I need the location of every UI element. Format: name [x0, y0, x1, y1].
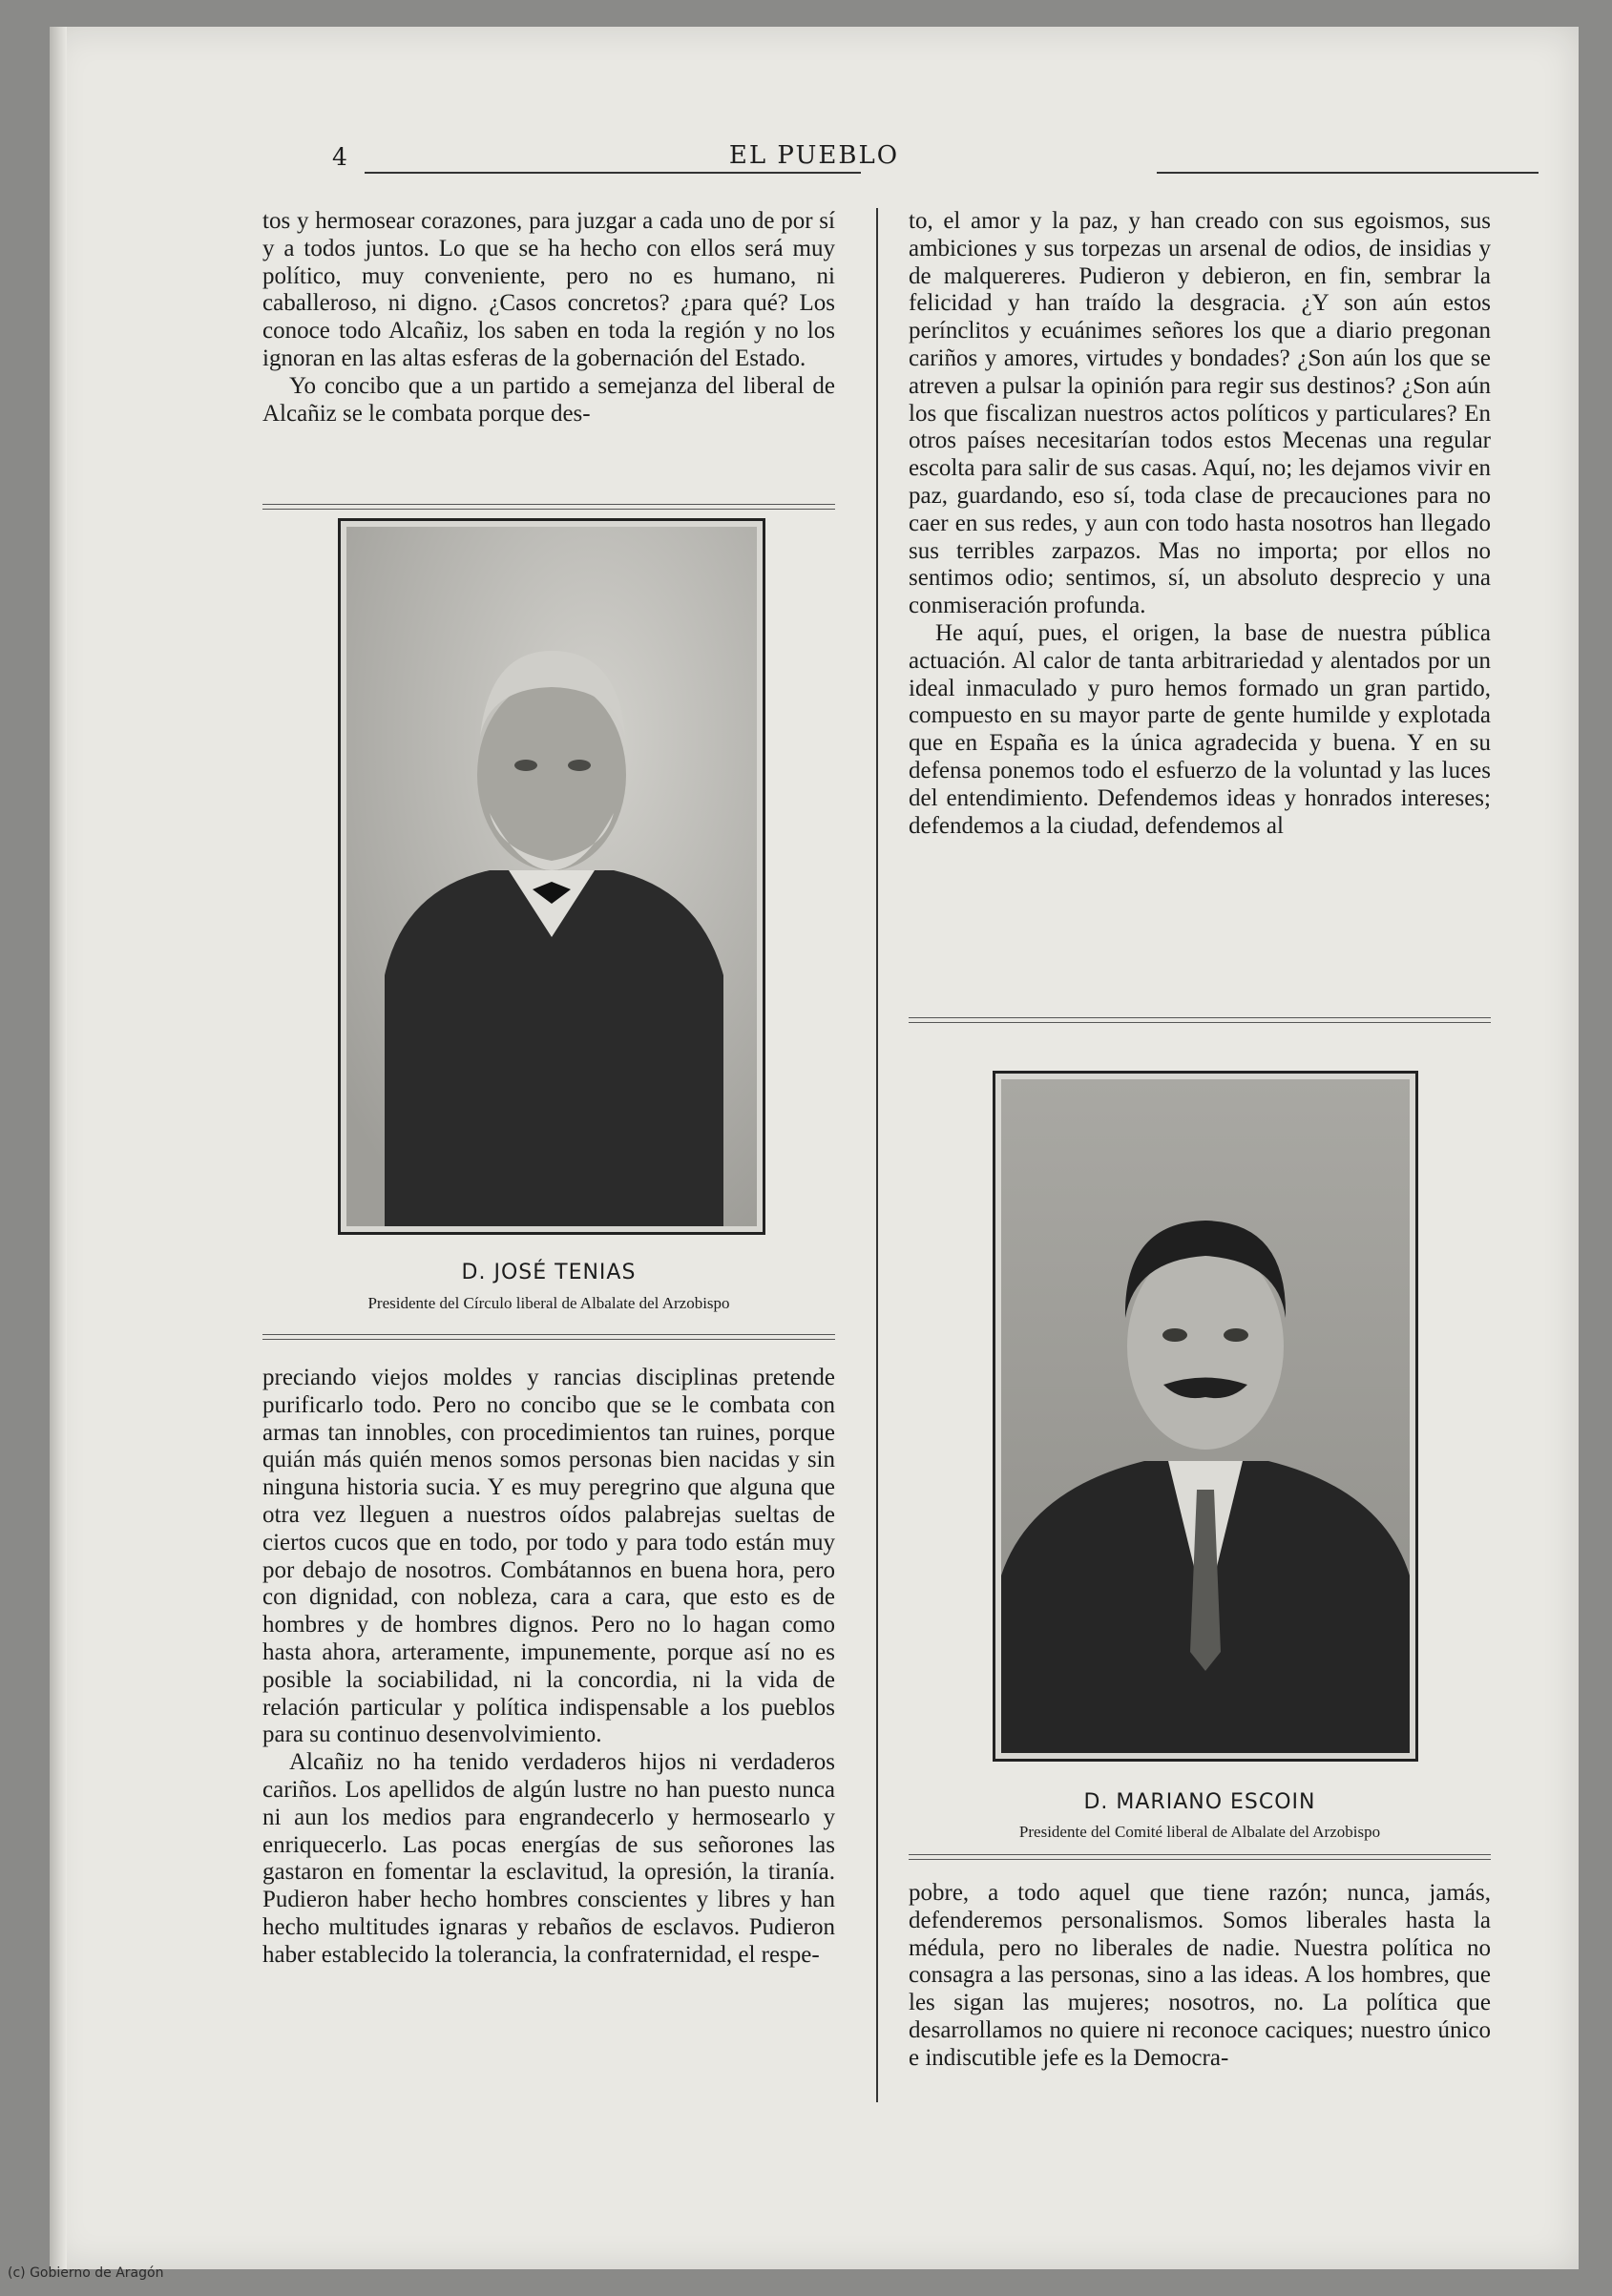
header-rule-left: [365, 172, 861, 174]
left-column-top-text: [262, 208, 835, 428]
portrait-jose-tenias-image: [346, 527, 757, 1226]
right-column-bottom-text: [909, 1880, 1491, 2073]
portrait-mariano-escoin-image: [1001, 1079, 1410, 1753]
section-divider: [262, 1334, 835, 1340]
header-rule-right: [1157, 172, 1539, 174]
paragraph: preciando viejos moldes y rancias disciplinas pretende purificarlo todo. Pero no concibo que se le combata con armas tan innobles, con procedimientos tan ruines, porque quián más quién menos somos personas bien nacidas y sin ninguna historia sucia. Y es muy peregrino que alguna que otra vez lleguen a nuestros oídos palabrejas sueltas de ciertos cucos que en todo, por todo y para todo están muy por debajo de nosotros. Combátannos en buena hora, pero con dignidad, con nobleza, cara a cara, que esto es de hombres y de hombres dignos. Pero no lo hagan como hasta ahora, arteramente, impunemente, porque así no es posible la sociabilidad, ni la concordia, ni la vida de relación particular y política indispensable a los pueblos para su continuo desenvolvimiento.: [262, 1365, 835, 1748]
portrait-1-subtitle: Presidente del Círculo liberal de Albalate del Arzobispo: [367, 1294, 730, 1312]
portrait-mariano-escoin: [993, 1071, 1418, 1762]
portrait-jose-tenias: [338, 518, 765, 1235]
right-column-top-text: [909, 208, 1491, 840]
paragraph: to, el amor y la paz, y han creado con sus egoismos, sus ambiciones y sus torpezas un arsenal de odios, de insidias y de malquereres. Pudieron y debieron, en fin, sembrar la felicidad y han traído la desgracia. ¿Y son aún estos perínclitos y ecuánimes señores los que a diario pregonan cariños y amores, virtudes y bondades? ¿Son aún los que se atreven a pulsar la opinión para regir sus destinos? ¿Son aún los que fiscalizan nuestros actos políticos y particulares? En otros países necesitarían todos estos Mecenas una regular escolta para salir de sus casas. Aquí, no; les dejamos vivir en paz, guardando, eso sí, toda clase de precauciones para no caer en sus redes, y aun con todo hasta nosotros han llegado sus terribles zarpazos. Mas no importa; por ellos no sentimos odio; sentimos, sí, un absoluto desprecio y una conmiseración profunda.: [909, 208, 1491, 619]
portrait-2-name: D. MARIANO ESCOIN: [1083, 1790, 1316, 1814]
page-fold-shadow: [50, 27, 67, 2269]
copyright-credit: (c) Gobierno de Aragón: [8, 2265, 164, 2281]
portrait-2-subtitle: Presidente del Comité liberal de Albalate del Arzobispo: [1018, 1823, 1381, 1841]
paragraph: He aquí, pues, el origen, la base de nuestra pública actuación. Al calor de tanta arbitrariedad y alentados por un ideal inmaculado y puro hemos formado un gran partido, compuesto en su mayor parte de gente humilde y explotada que en España es la única agradecida y buena. Y en su defensa ponemos todo el esfuerzo de la voluntad y las luces del entendimiento. Defendemos ideas y honrados intereses; defendemos a la ciudad, defendemos al: [909, 619, 1491, 839]
paragraph: tos y hermosear corazones, para juzgar a cada uno de por sí y a todos juntos. Lo que se ha hecho con ellos será muy político, muy conveniente, pero no es humano, ni caballeroso, ni digno. ¿Casos concretos? ¿para qué? Los conoce todo Alcañiz, los saben en toda la región y no los ignoran en las altas esferas de la gobernación del Estado.: [262, 208, 835, 371]
paragraph: Yo concibo que a un partido a semejanza del liberal de Alcañiz se le combata porque des-: [262, 372, 835, 427]
column-divider: [876, 208, 878, 2102]
section-divider: [909, 1017, 1491, 1023]
masthead: EL PUEBLO: [728, 141, 900, 170]
paragraph: Alcañiz no ha tenido verdaderos hijos ni verdaderos cariños. Los apellidos de algún lustre no han puesto nunca ni aun los medios para engrandecerlo y hermosearlo y enriquecerlo. Las pocas energías de sus señorones las gastaron en fomentar la esclavitud, la opresión, la tiranía. Pudieron haber hecho hombres conscientes y libres y han hecho multitudes ignaras y rebaños de esclavos. Pudieron haber establecido la tolerancia, la confraternidad, el respe-: [262, 1749, 835, 1968]
page-number: 4: [332, 143, 347, 171]
section-divider: [909, 1854, 1491, 1860]
portrait-1-name: D. JOSÉ TENIAS: [461, 1261, 637, 1284]
paragraph: pobre, a todo aquel que tiene razón; nunca, jamás, defenderemos personalismos. Somos liberales hasta la médula, pero no liberales de nadie. Nuestra política no consagra a las personas, sino a las ideas. A los hombres, que les sigan las mujeres; nosotros, no. La política que desarrollamos no quiere ni reconoce caciques; nuestro único e indiscutible jefe es la Democra-: [909, 1880, 1491, 2071]
section-divider: [262, 504, 835, 510]
left-column-bottom-text: [262, 1365, 835, 1970]
newspaper-page: [50, 27, 1579, 2269]
